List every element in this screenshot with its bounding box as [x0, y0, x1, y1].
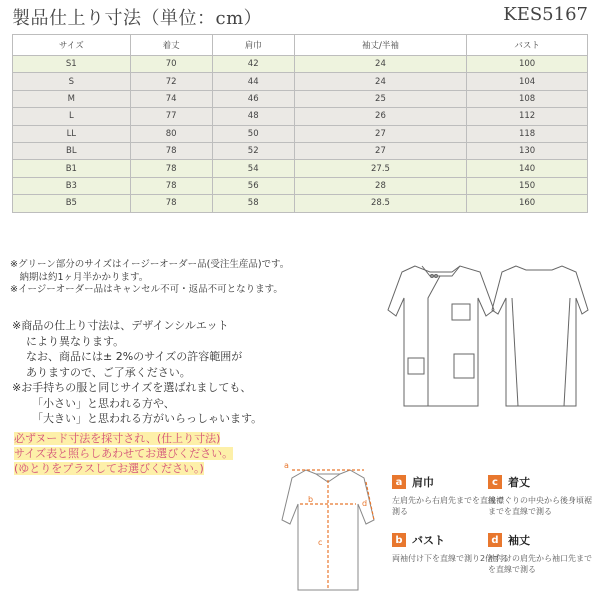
legend-desc: 両袖付け下を直線で測り2倍する [392, 554, 510, 563]
note-line: ありますので、ご了承ください。 [26, 365, 191, 379]
table-row [13, 125, 588, 142]
size-notes [12, 318, 262, 427]
cell: 25 [294, 90, 467, 107]
col-shoulder: 肩巾 [212, 35, 294, 56]
note-line: ※商品の仕上り寸法は、デザインシルエット [12, 319, 229, 332]
cell: 26 [294, 108, 467, 125]
cell: 24 [294, 56, 467, 73]
cell: 140 [467, 160, 588, 177]
cell: 130 [467, 142, 588, 159]
cell: 42 [212, 56, 294, 73]
page-title: 製品仕上り寸法（単位：cm） [12, 8, 263, 29]
cell: 52 [212, 142, 294, 159]
legend-label: 袖丈 [508, 534, 530, 547]
cell: 112 [467, 108, 588, 125]
cell: 28 [294, 177, 467, 194]
cell: 56 [212, 177, 294, 194]
cell: 44 [212, 73, 294, 90]
diagram-label-d: d [362, 499, 368, 508]
legend-label: バスト [412, 534, 445, 547]
note-line: なお、商品には± 2%のサイズの許容範囲が [26, 350, 243, 363]
note-line: ※グリーン部分のサイズはイージーオーダー品(受注生産品)です。 [10, 259, 290, 270]
legend-sleeve [488, 532, 594, 575]
cell: 58 [212, 195, 294, 212]
note-line: ※お手持ちの服と同じサイズを選ばれましても、 [12, 381, 252, 394]
table-row [13, 90, 588, 107]
table-header-row [13, 35, 588, 56]
cell: 48 [212, 108, 294, 125]
cell: 100 [467, 56, 588, 73]
note-line: 「小さい」と思われる方や、 [32, 396, 175, 410]
legend-key: c [488, 475, 502, 489]
cell: 78 [130, 160, 212, 177]
legend-desc: 左肩先から右肩先までを直線で測る [392, 496, 504, 516]
measurement-diagram [278, 460, 378, 595]
col-length: 着丈 [130, 35, 212, 56]
diagram-label-a: a [284, 461, 289, 470]
table-row [13, 108, 588, 125]
table-row [13, 56, 588, 73]
cell: 78 [130, 195, 212, 212]
cell: B5 [13, 195, 131, 212]
cell: 50 [212, 125, 294, 142]
highlight-line: 必ずヌード寸法を採寸され、(仕上り寸法) [14, 432, 221, 445]
cell: 80 [130, 125, 212, 142]
cell: 150 [467, 177, 588, 194]
cell: S1 [13, 56, 131, 73]
cell: 70 [130, 56, 212, 73]
legend-label: 着丈 [508, 476, 530, 489]
legend-desc: 袖付けの肩先から袖口先までを直線で測る [488, 554, 592, 574]
cell: 160 [467, 195, 588, 212]
cell: 78 [130, 142, 212, 159]
table-row [13, 177, 588, 194]
note-line: 「大きい」と思われる方がいらっしゃいます。 [32, 412, 263, 425]
diagram-label-b: b [308, 495, 314, 504]
legend-key: b [392, 533, 406, 547]
cell: L [13, 108, 131, 125]
note-line: 納期は約1ヶ月半かかります。 [10, 271, 149, 283]
cell: LL [13, 125, 131, 142]
cell: 28.5 [294, 195, 467, 212]
cell: 27 [294, 142, 467, 159]
cell: 27 [294, 125, 467, 142]
cell: 104 [467, 73, 588, 90]
table-row [13, 195, 588, 212]
cell: 108 [467, 90, 588, 107]
cell: 118 [467, 125, 588, 142]
highlight-line: (ゆとりをプラスしてお選びください。) [14, 462, 204, 475]
table-row [13, 142, 588, 159]
note-line: により異なります。 [26, 334, 125, 348]
legend-desc: 後襟ぐりの中央から後身頃裾までを直線で測る [488, 496, 592, 516]
order-notes [10, 259, 289, 297]
cell: 46 [212, 90, 294, 107]
col-size: サイズ [13, 35, 131, 56]
garment-illustration [380, 258, 590, 413]
highlight-line: サイズ表と照らしあわせてお選びください。 [14, 447, 234, 460]
cell: 74 [130, 90, 212, 107]
legend-length [488, 474, 594, 517]
cell: 77 [130, 108, 212, 125]
cell: B3 [13, 177, 131, 194]
cell: 24 [294, 73, 467, 90]
size-table [12, 34, 588, 213]
cell: S [13, 73, 131, 90]
cell: BL [13, 142, 131, 159]
highlight-notes [14, 431, 233, 476]
table-row [13, 160, 588, 177]
col-bust: バスト [467, 35, 588, 56]
cell: 78 [130, 177, 212, 194]
diagram-label-c: c [318, 538, 323, 547]
cell: B1 [13, 160, 131, 177]
table-row [13, 73, 588, 90]
note-line: ※イージーオーダー品はキャンセル不可・返品不可となります。 [10, 284, 283, 295]
col-sleeve: 袖丈/半袖 [294, 35, 467, 56]
cell: 27.5 [294, 160, 467, 177]
cell: 72 [130, 73, 212, 90]
cell: 54 [212, 160, 294, 177]
legend-key: a [392, 475, 406, 489]
legend-key: d [488, 533, 502, 547]
cell: M [13, 90, 131, 107]
product-code: KES5167 [503, 4, 588, 25]
legend-label: 肩巾 [412, 476, 434, 489]
